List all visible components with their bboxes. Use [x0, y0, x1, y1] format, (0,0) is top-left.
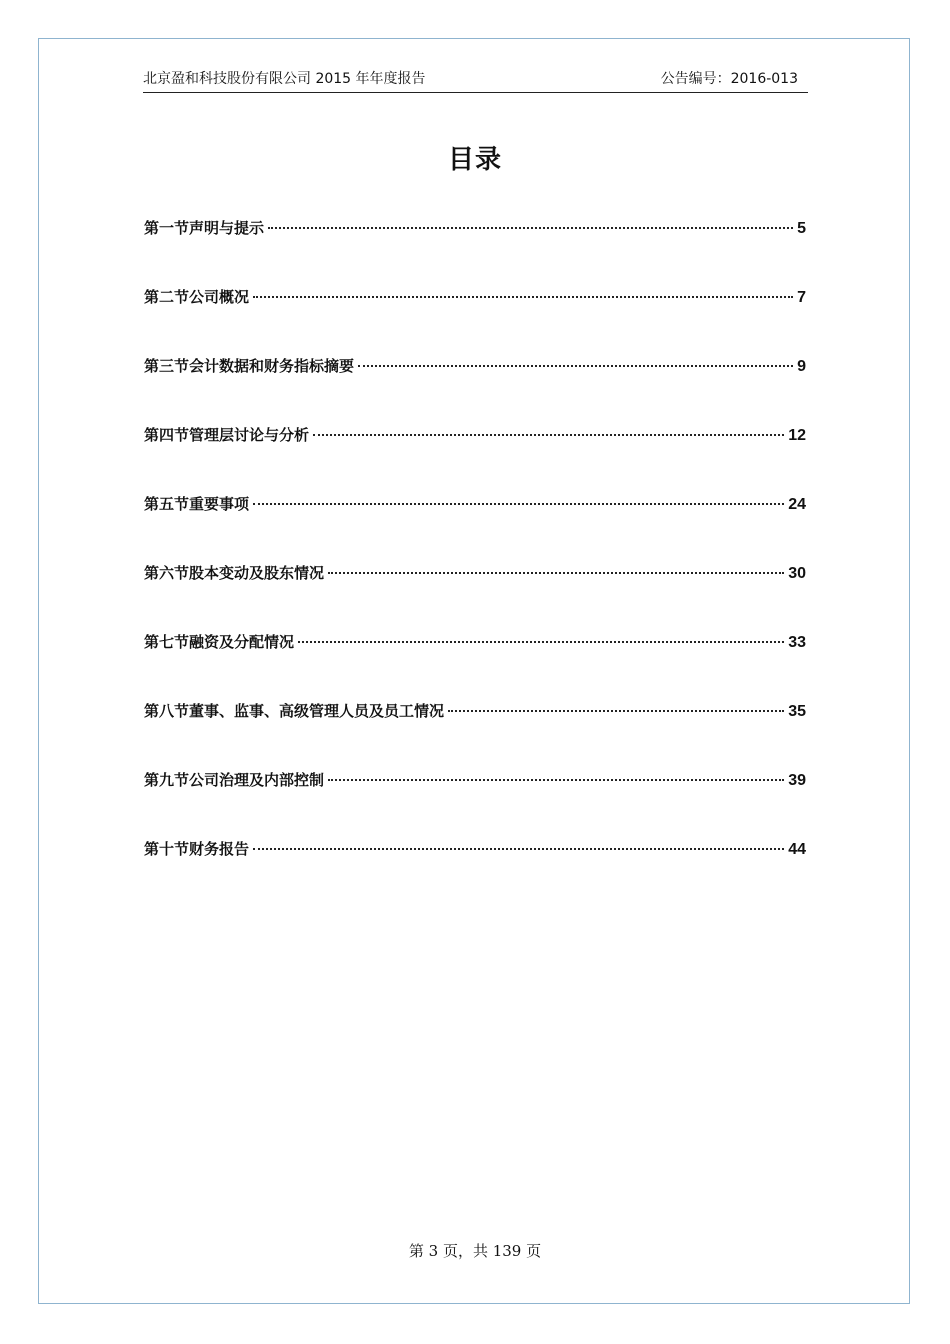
- toc-entry-label: 第三节会计数据和财务指标摘要: [144, 357, 355, 375]
- report-title: 北京盈和科技股份有限公司 2015 年年度报告: [143, 71, 426, 87]
- toc-entry-label: 第五节重要事项: [144, 495, 250, 513]
- announcement-number: 公告编号：2016-013: [660, 71, 798, 87]
- toc-entry-label: 第七节融资及分配情况: [144, 633, 295, 651]
- toc-entry-page: 35: [788, 703, 806, 720]
- toc-entry-page: 7: [797, 289, 806, 306]
- page-footer: 第 3 页，共 139 页: [408, 1242, 542, 1260]
- toc-title: 目录: [447, 145, 502, 175]
- dot-leader: [328, 779, 784, 781]
- dot-leader: [253, 296, 793, 298]
- toc-entry-section-6[interactable]: [144, 560, 806, 629]
- toc-entry-section-4[interactable]: [144, 422, 806, 491]
- toc-entry-label: 第九节公司治理及内部控制: [144, 771, 325, 789]
- page-header: [143, 68, 808, 93]
- table-of-contents: [144, 215, 806, 905]
- toc-entry-page: 33: [788, 634, 806, 651]
- dot-leader: [253, 848, 784, 850]
- toc-entry-page: 9: [797, 358, 806, 375]
- toc-entry-section-5[interactable]: [144, 491, 806, 560]
- dot-leader: [313, 434, 784, 436]
- toc-entry-section-1[interactable]: [144, 215, 806, 284]
- toc-entry-section-8[interactable]: [144, 698, 806, 767]
- dot-leader: [298, 641, 784, 643]
- toc-entry-label: 第八节董事、监事、高级管理人员及员工情况: [144, 702, 445, 720]
- dot-leader: [328, 572, 784, 574]
- toc-entry-section-10[interactable]: [144, 836, 806, 905]
- toc-entry-section-7[interactable]: [144, 629, 806, 698]
- toc-entry-page: 30: [788, 565, 806, 582]
- toc-entry-page: 44: [788, 841, 806, 858]
- toc-entry-label: 第十节财务报告: [144, 840, 250, 858]
- dot-leader: [268, 227, 793, 229]
- dot-leader: [253, 503, 784, 505]
- toc-entry-label: 第一节声明与提示: [144, 219, 265, 237]
- toc-entry-page: 5: [797, 220, 806, 237]
- toc-entry-label: 第四节管理层讨论与分析: [144, 426, 310, 444]
- toc-entry-section-2[interactable]: [144, 284, 806, 353]
- dot-leader: [358, 365, 793, 367]
- toc-entry-label: 第六节股本变动及股东情况: [144, 564, 325, 582]
- toc-entry-page: 24: [788, 496, 806, 513]
- toc-entry-label: 第二节公司概况: [144, 288, 250, 306]
- toc-entry-section-9[interactable]: [144, 767, 806, 836]
- dot-leader: [448, 710, 784, 712]
- toc-entry-page: 39: [788, 772, 806, 789]
- toc-entry-page: 12: [788, 427, 806, 444]
- toc-entry-section-3[interactable]: [144, 353, 806, 422]
